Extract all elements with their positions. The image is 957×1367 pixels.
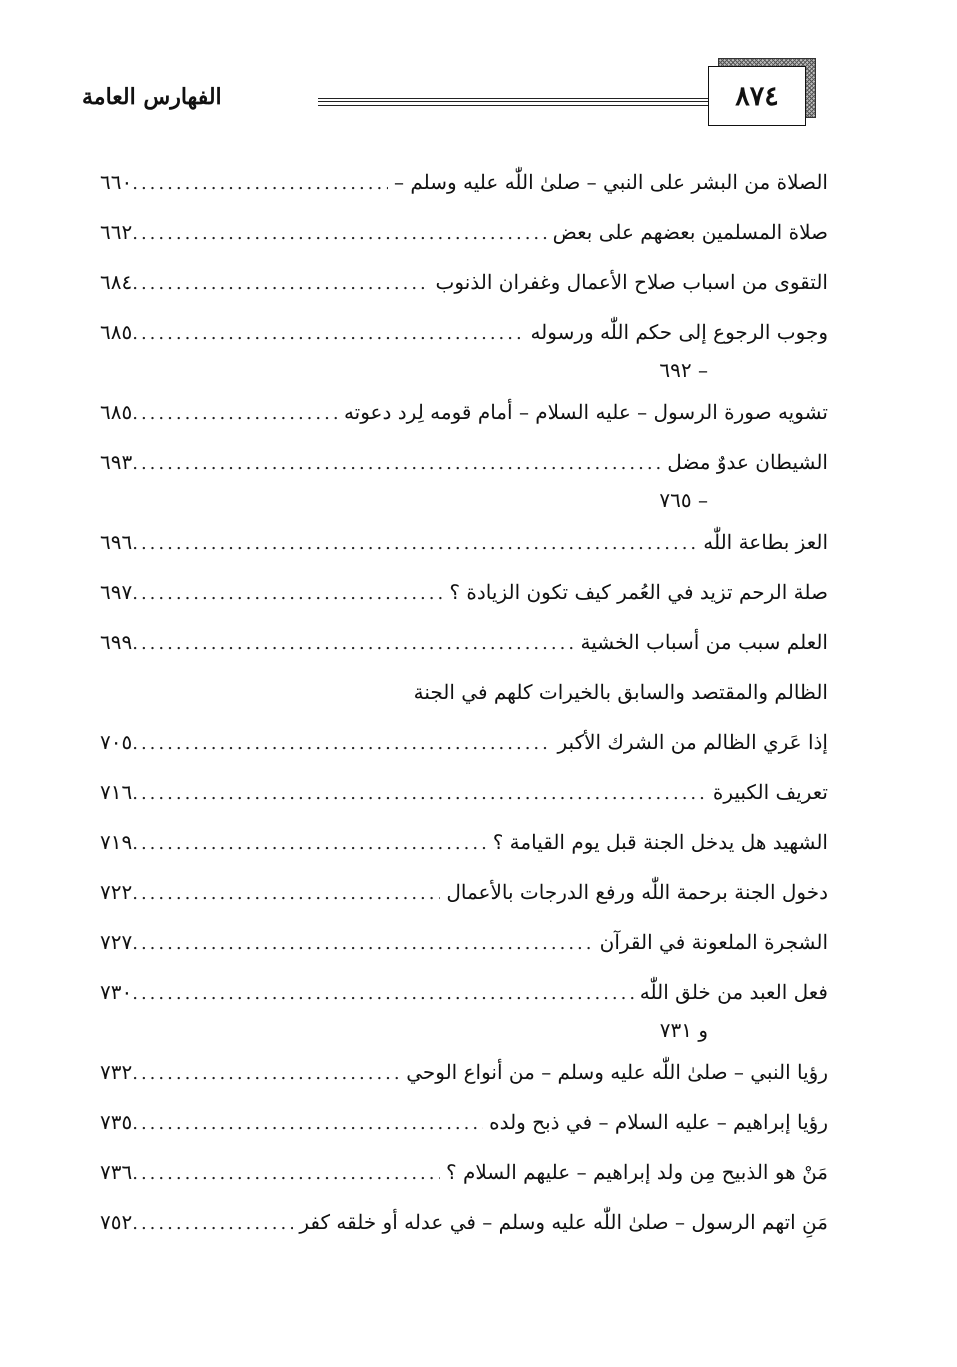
- entry-page-number: ٧٣٦: [100, 1160, 133, 1184]
- entry-title: رؤيا النبي – صلىٰ اللّٰه عليه وسلم – من أنواع الوحي: [406, 1060, 828, 1084]
- index-entry: [100, 780, 828, 816]
- index-entry-line: [100, 880, 828, 916]
- entry-title: صلاة المسلمين بعضهم على بعض: [552, 220, 828, 244]
- index-entry: [100, 530, 828, 566]
- index-entry-line: [100, 530, 828, 566]
- entry-title: الشيطان عدوٌ مضل: [667, 450, 828, 474]
- entry-title: إذا عَري الظالم من الشرك الأكبر: [557, 730, 828, 754]
- entry-page-number: ٦٨٤: [100, 270, 133, 294]
- entry-title: الشهيد هل يدخل الجنة قبل يوم القيامة ؟: [492, 830, 828, 854]
- entry-page-number: ٧٣٠: [100, 980, 133, 1004]
- index-entry: [100, 400, 828, 436]
- leader-dots: [132, 733, 551, 754]
- entry-page-number: ٧٣٥: [100, 1110, 133, 1134]
- index-entry: [100, 980, 828, 1046]
- index-entry: [100, 450, 828, 516]
- index-entry-line: [100, 220, 828, 256]
- leader-dots: [132, 933, 593, 954]
- index-entry: [100, 270, 828, 306]
- leader-dots: [132, 223, 546, 244]
- entry-page-number: ٦٨٥: [100, 400, 133, 424]
- entry-title: الصلاة من البشر على النبي – صلىٰ اللّٰه عليه وسلم –: [393, 170, 828, 194]
- leader-dots: [132, 833, 486, 854]
- index-entry-line: [100, 1160, 828, 1196]
- index-entry: [100, 1160, 828, 1196]
- entry-title: فعل العبد من خلق اللّٰه: [639, 980, 828, 1004]
- leader-dots: [132, 453, 661, 474]
- entry-title: مَنْ هو الذبيح مِن ولد إبراهيم – عليهم السلام ؟: [445, 1160, 828, 1184]
- entry-continuation: – ٧٦٥: [659, 488, 708, 512]
- index-entry: [100, 320, 828, 386]
- index-entry: [100, 730, 828, 766]
- entry-page-number: ٦٩٧: [100, 580, 133, 604]
- entry-title: رؤيا إبراهيم – عليه السلام – في ذبح ولده: [489, 1110, 828, 1134]
- index-entry-line: [100, 270, 828, 306]
- entry-title: صلة الرحم تزيد في العُمر كيف تكون الزيادة ؟: [449, 580, 828, 604]
- entry-page-number: ٧٢٢: [100, 880, 133, 904]
- leader-dots: [132, 273, 429, 294]
- index-entry: [100, 580, 828, 616]
- leader-dots: [132, 533, 697, 554]
- leader-dots: [132, 323, 524, 344]
- leader-dots: [132, 1113, 483, 1134]
- entry-page-number: ٦٩٣: [100, 450, 133, 474]
- index-entry-line: [100, 400, 828, 436]
- index-entry-line: [100, 1110, 828, 1146]
- index-entry: [100, 630, 828, 666]
- index-entries: [100, 170, 828, 1260]
- leader-dots: [132, 633, 574, 654]
- entry-page-number: ٦٩٩: [100, 630, 133, 654]
- running-title: الفهارس العامة: [82, 84, 222, 110]
- leader-dots: [132, 403, 338, 424]
- leader-dots: [132, 1213, 293, 1234]
- entry-page-number: ٧٢٧: [100, 930, 133, 954]
- index-entry-line: [100, 930, 828, 966]
- leader-dots: [132, 583, 443, 604]
- entry-title: الشجرة الملعونة في القرآن: [599, 930, 828, 954]
- index-entry-line: [100, 680, 828, 716]
- entry-title: تشويه صورة الرسول – عليه السلام – أمام قومه لِرد دعوته: [343, 400, 828, 424]
- index-entry: [100, 930, 828, 966]
- entry-title: التقوى من اسباب صلاح الأعمال وغفران الذنوب: [435, 270, 828, 294]
- leader-dots: [132, 783, 707, 804]
- page-header: [70, 58, 840, 138]
- entry-page-number: ٦٨٥: [100, 320, 133, 344]
- index-entry-line: [100, 450, 828, 486]
- index-entry-line: [100, 780, 828, 816]
- index-entry-line: [100, 320, 828, 356]
- entry-title: الظالم والمقتصد والسابق بالخيرات كلهم في الجنة: [413, 680, 828, 704]
- entry-title: العز بطاعة اللّٰه: [703, 530, 828, 554]
- leader-dots: [132, 983, 634, 1004]
- leader-dots: [132, 1163, 440, 1184]
- index-entry-line: [100, 580, 828, 616]
- index-entry: [100, 1110, 828, 1146]
- entry-page-number: ٧٣٢: [100, 1060, 133, 1084]
- index-entry: [100, 680, 828, 716]
- index-entry-line: [100, 1210, 828, 1246]
- index-entry-line: [100, 170, 828, 206]
- entry-page-number: ٦٦٢: [100, 220, 133, 244]
- entry-page-number: ٧٠٥: [100, 730, 133, 754]
- entry-title: دخول الجنة برحمة اللّٰه ورفع الدرجات بالأعمال: [446, 880, 828, 904]
- index-entry-line: [100, 980, 828, 1016]
- entry-page-number: ٦٦٠: [100, 170, 133, 194]
- index-entry-line: [100, 1060, 828, 1096]
- index-entry-line: [100, 830, 828, 866]
- index-entry: [100, 1210, 828, 1246]
- entry-page-number: ٦٩٦: [100, 530, 133, 554]
- entry-page-number: ٧١٩: [100, 830, 133, 854]
- index-entry-line: [100, 630, 828, 666]
- index-entry: [100, 880, 828, 916]
- entry-title: وجوب الرجوع إلى حكم اللّٰه ورسوله: [530, 320, 828, 344]
- page-number: ٨٧٤: [708, 66, 806, 126]
- index-entry: [100, 170, 828, 206]
- index-entry: [100, 830, 828, 866]
- entry-title: تعريف الكبيرة: [712, 780, 828, 804]
- index-entry: [100, 1060, 828, 1096]
- leader-dots: [132, 883, 440, 904]
- entry-continuation: – ٦٩٢: [659, 358, 708, 382]
- index-entry: [100, 220, 828, 256]
- entry-title: مَنِ اتهم الرسول – صلىٰ اللّٰه عليه وسلم – في عدله أو خلقه كفر: [299, 1210, 828, 1234]
- entry-page-number: ٧٥٢: [100, 1210, 133, 1234]
- entry-page-number: ٧١٦: [100, 780, 133, 804]
- entry-continuation: و ٧٣١: [659, 1018, 708, 1042]
- header-rule: [318, 98, 773, 106]
- leader-dots: [132, 1063, 400, 1084]
- entry-title: العلم سبب من أسباب الخشية: [580, 630, 828, 654]
- index-entry-line: [100, 730, 828, 766]
- leader-dots: [132, 173, 388, 194]
